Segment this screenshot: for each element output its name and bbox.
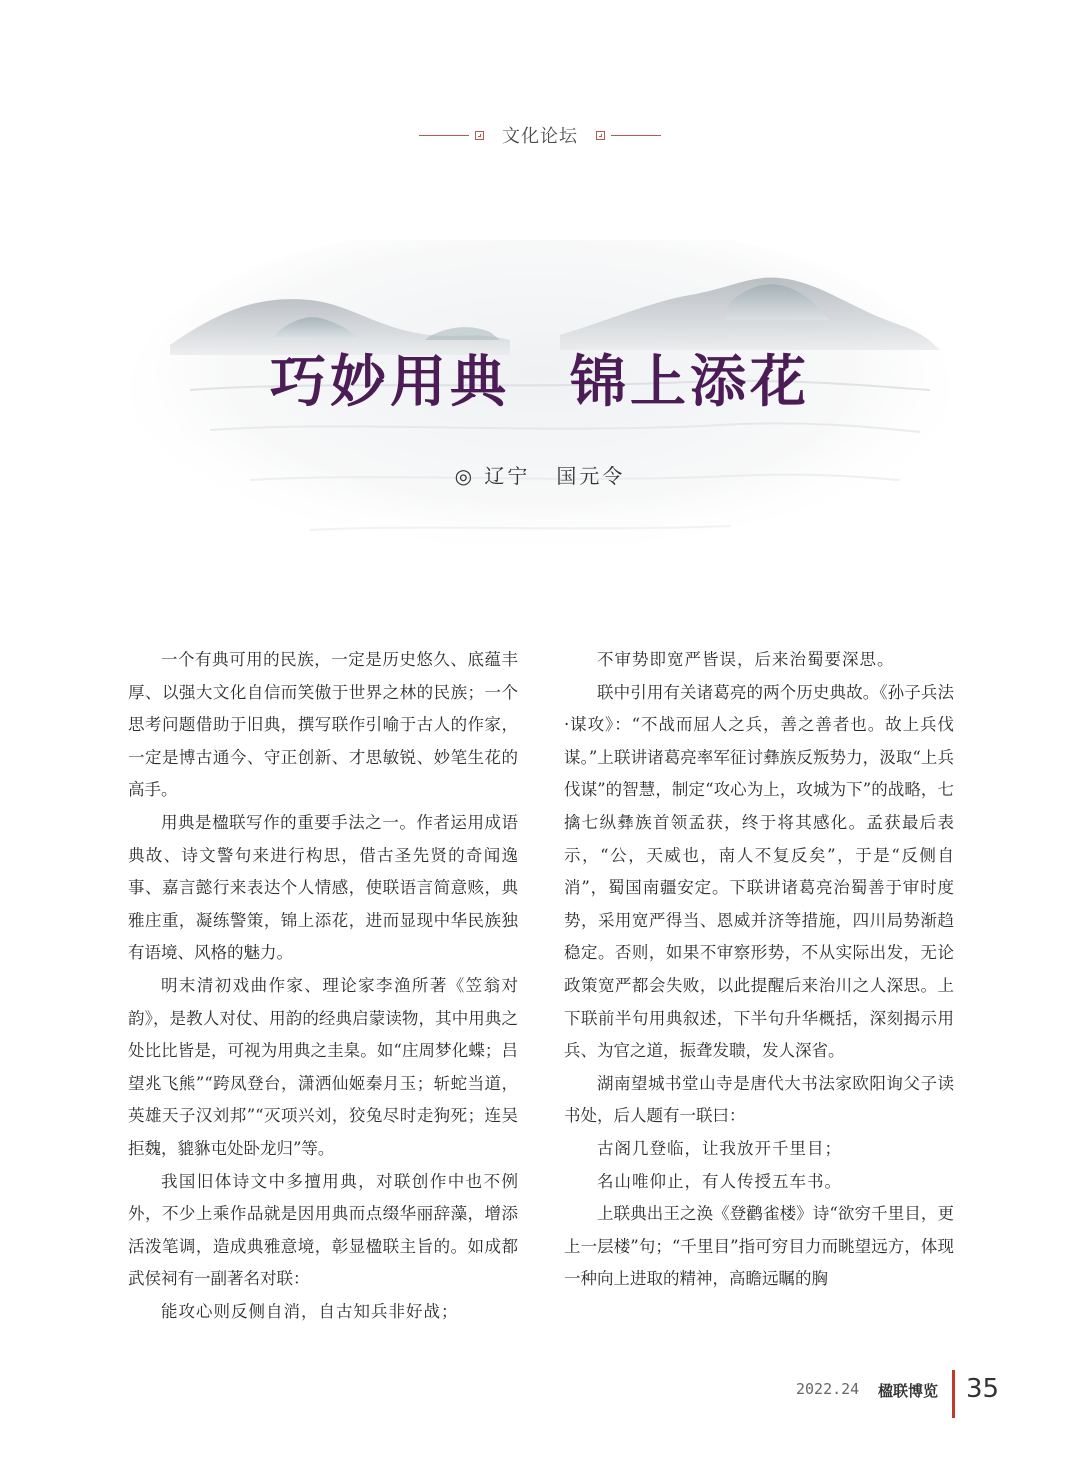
footer-divider <box>952 1370 955 1418</box>
issue-number: 2022.24 <box>796 1380 860 1398</box>
magazine-name: 楹联博览 <box>878 1382 939 1400</box>
section-header <box>0 120 1080 150</box>
byline-region: 辽宁 <box>484 464 531 488</box>
paragraph: 用典是楹联写作的重要手法之一。作者运用成语典故、诗文警句来进行构思，借古圣先贤的奇闻逸事、嘉言懿行来表达个人情感，使联语言简意赅，典雅庄重，凝练警策，锦上添花，进而显现中华民族独有语境、风格的魅力。 <box>128 812 518 963</box>
fret-ornament-icon <box>596 131 605 140</box>
article-title: 巧妙用典 锦上添花 <box>270 349 810 415</box>
paragraph: 我国旧体诗文中多擅用典，对联创作中也不例外，不少上乘作品就是因用典而点缀华丽辞藻，增添活泼笔调，造成典雅意境，彰显楹联主旨的。如成都武侯祠有一副著名对联： <box>128 1171 518 1289</box>
couplet-line: 不审势即宽严皆误，后来治蜀要深思。 <box>597 650 895 669</box>
section-label: 文化论坛 <box>502 126 578 147</box>
header-rule-left <box>419 135 469 136</box>
paragraph: 明末清初戏曲作家、理论家李渔所著《笠翁对韵》，是教人对仗、用韵的经典启蒙读物，其中用典之处比比皆是，可视为用典之圭臬。如“庄周梦化蝶；吕望兆飞熊”“跨凤登台，潇洒仙姬秦月玉；斩蛇当道，英雄天子汉刘邦”“灭项兴刘，狡兔尽时走狗死；连吴拒魏，貔貅屯处卧龙归”等。 <box>128 975 518 1158</box>
body-column-right <box>564 644 954 1296</box>
page-footer <box>0 1370 1080 1420</box>
byline-author: 国元令 <box>556 464 626 488</box>
couplet-line: 古阁几登临，让我放开千里目； <box>597 1138 842 1158</box>
paragraph: 湖南望城书堂山寺是唐代大书法家欧阳询父子读书处，后人题有一联曰： <box>564 1073 954 1126</box>
couplet-line: 名山唯仰止，有人传授五车书。 <box>597 1171 842 1191</box>
page-number: 35 <box>966 1374 1000 1404</box>
fret-ornament-icon <box>475 131 484 140</box>
paragraph: 联中引用有关诸葛亮的两个历史典故。《孙子兵法·谋攻》：“不战而屈人之兵，善之善者也。故上兵伐谋。”上联讲诸葛亮率军征讨彝族反叛势力，汲取“上兵伐谋”的智慧，制定“攻心为上，攻城为下”的战略，七擒七纵彝族首领孟获，终于将其感化。孟获最后表示，“公，天威也，南人不复反矣”，于是“反侧自消”，蜀国南疆安定。下联讲诸葛亮治蜀善于审时度势，采用宽严得当、恩威并济等措施，四川局势渐趋稳定。否则，如果不审察形势，不从实际出发，无论政策宽严都会失败，以此提醒后来治川之人深思。上下联前半句用典叙述，下半句升华概括，深刻揭示用兵、为官之道，振聋发聩，发人深省。 <box>564 682 954 1061</box>
couplet-line: 能攻心则反侧自消，自古知兵非好战； <box>161 1301 459 1321</box>
byline-mark: ◎ <box>454 464 476 488</box>
landscape-illustration <box>130 240 950 620</box>
header-rule-right <box>611 135 661 136</box>
paragraph: 一个有典可用的民族，一定是历史悠久、底蕴丰厚、以强大文化自信而笑傲于世界之林的民族；一个思考问题借助于旧典，撰写联作引喻于古人的作家，一定是博古通今、守正创新、才思敏锐、妙笔生花的高手。 <box>128 650 518 800</box>
byline <box>0 460 1080 489</box>
body-column-left <box>128 644 518 1328</box>
paragraph: 上联典出王之涣《登鹳雀楼》诗“欲穷千里目，更上一层楼”句；“千里目”指可穷目力而眺望远方，体现一种向上进取的精神，高瞻远瞩的胸 <box>564 1204 954 1289</box>
